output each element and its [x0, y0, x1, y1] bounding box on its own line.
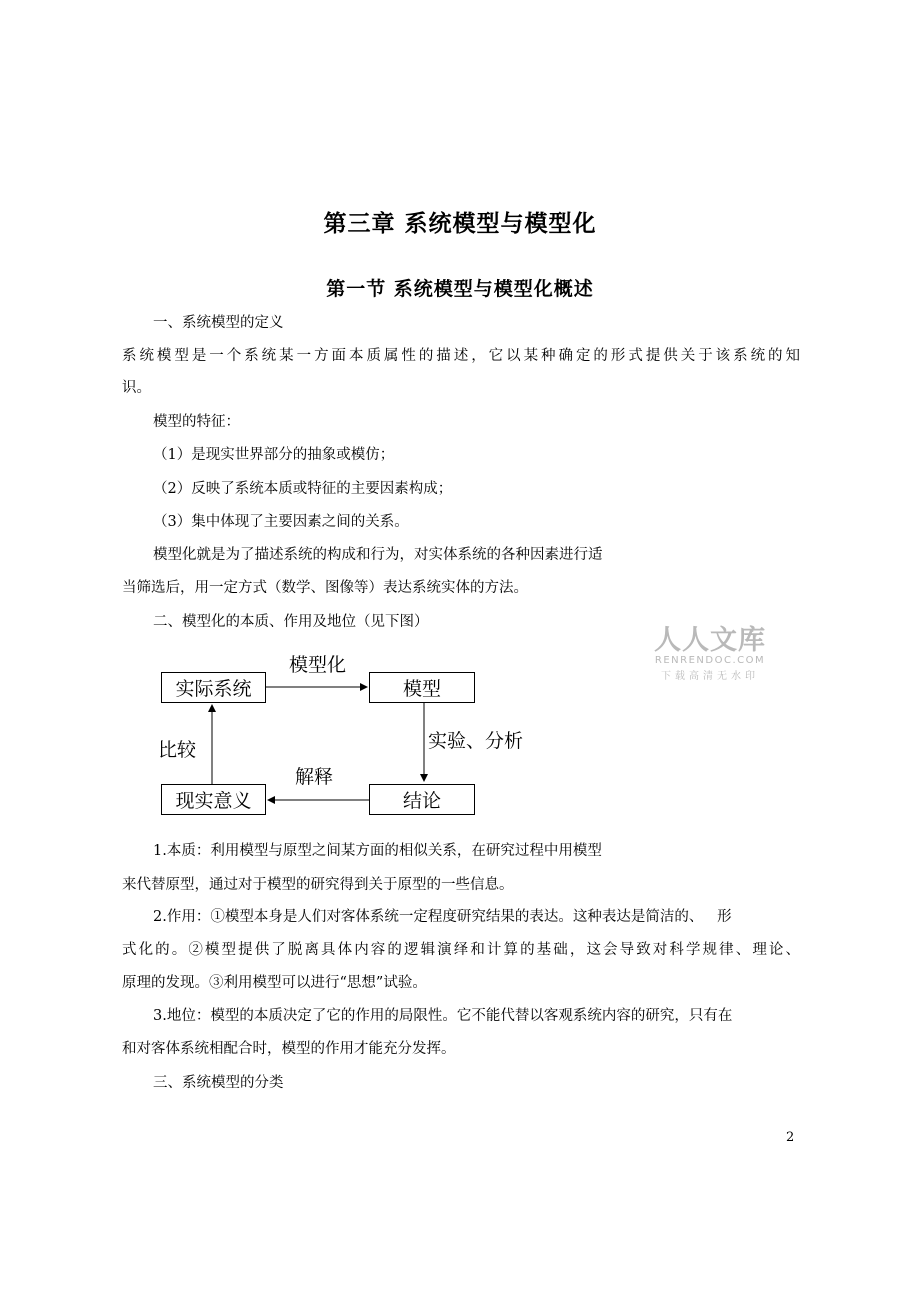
definition-line-2: 识。	[122, 380, 151, 396]
feature-item: （1）是现实世界部分的抽象或模仿；	[153, 447, 395, 463]
modeling-line-1: 模型化就是为了描述系统的构成和行为，对实体系统的各种因素进行适	[153, 547, 603, 563]
features-heading: 模型的特征：	[153, 414, 240, 430]
box-conclusion: 结论	[369, 784, 475, 815]
role-line-2: 式化的。②模型提供了脱离具体内容的逻辑演绎和计算的基础，这会导致对科学规律、理论、	[122, 942, 800, 958]
feature-item: （3）集中体现了主要因素之间的关系。	[153, 514, 409, 530]
watermark-main-text: 人人文库	[654, 625, 766, 656]
role-line-1: 2.作用：①模型本身是人们对客体系统一定程度研究结果的表达。这种表达是简洁的、 形	[153, 909, 732, 925]
part1-heading: 一、系统模型的定义	[153, 315, 284, 331]
label-modeling: 模型化	[289, 654, 347, 676]
status-line-1: 3.地位：模型的本质决定了它的作用的局限性。它不能代替以客观系统内容的研究，只有在	[153, 1008, 733, 1024]
box-real-system: 实际系统	[161, 672, 266, 703]
status-line-2: 和对客体系统相配合时，模型的作用才能充分发挥。	[122, 1041, 456, 1057]
box-real-meaning: 现实意义	[161, 784, 266, 815]
label-experiment: 实验、分析	[428, 730, 524, 752]
essence-line-2: 来代替原型，通过对于模型的研究得到关于原型的一些信息。	[122, 877, 514, 893]
watermark-sub-text: 下载高清无水印	[661, 671, 759, 682]
role-line-3: 原理的发现。③利用模型可以进行“思想”试验。	[122, 975, 427, 991]
definition-line-1: 系统模型是一个系统某一方面本质属性的描述，它以某种确定的形式提供关于该系统的知	[122, 348, 800, 364]
box-model: 模型	[369, 672, 475, 703]
part2-heading: 二、模型化的本质、作用及地位（见下图）	[153, 614, 429, 630]
modeling-line-2: 当筛选后，用一定方式（数学、图像等）表达系统实体的方法。	[122, 580, 528, 596]
feature-item: （2）反映了系统本质或特征的主要因素构成；	[153, 481, 453, 497]
page-number: 2	[786, 1130, 795, 1145]
chapter-title: 第三章 系统模型与模型化	[323, 211, 597, 237]
part3-heading: 三、系统模型的分类	[153, 1075, 284, 1091]
watermark-url-text: RENRENDOC.COM	[654, 655, 766, 666]
label-interpret: 解释	[295, 766, 334, 788]
label-compare: 比较	[158, 739, 197, 761]
section-title: 第一节 系统模型与模型化概述	[326, 278, 594, 300]
essence-line-1: 1.本质：利用模型与原型之间某方面的相似关系，在研究过程中用模型	[153, 843, 602, 859]
